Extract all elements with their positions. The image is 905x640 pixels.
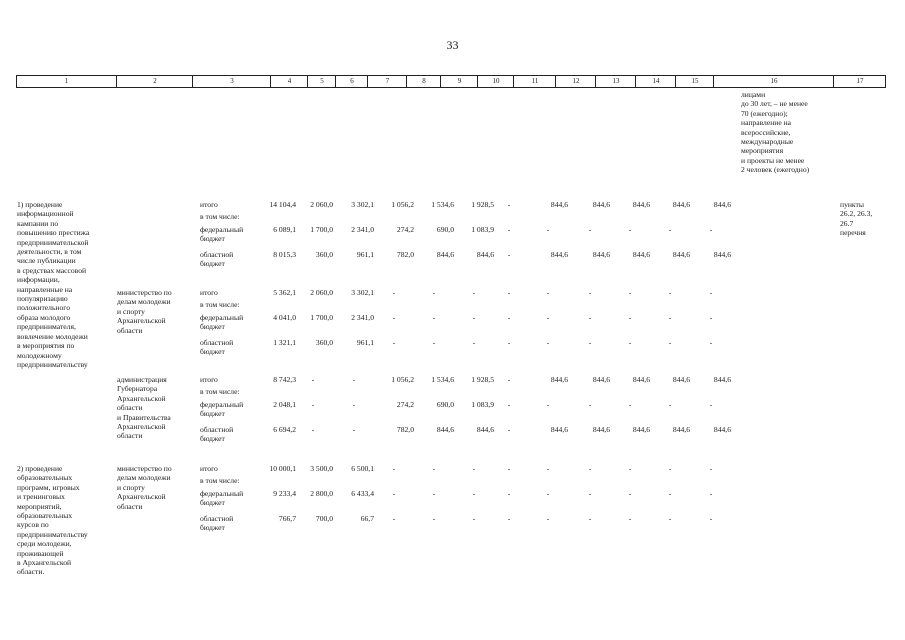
row1-g1-value-2-4: -	[432, 313, 436, 322]
header-col-8: 8	[406, 76, 441, 87]
row2-value-2-1: 2 800,0	[310, 489, 333, 498]
row1-g2-value-0-0: 8 742,3	[273, 375, 296, 384]
row1-executor-1: министерство по делам молодежи и спорту Архангельской области	[117, 288, 172, 335]
row1-g0-value-0-10: 844,6	[672, 200, 690, 209]
row2-value-0-5: -	[472, 464, 476, 473]
header-col-11: 11	[513, 76, 556, 87]
header-col-9: 9	[440, 76, 478, 87]
row1-g1-value-2-11: -	[709, 313, 713, 322]
row2-value-0-9: -	[628, 464, 632, 473]
row1-g1-value-0-8: -	[588, 288, 592, 297]
row1-g1-value-2-1: 1 700,0	[310, 313, 333, 322]
row1-g1-value-3-11: -	[709, 338, 713, 347]
row2-value-0-1: 3 500,0	[310, 464, 333, 473]
row1-g0-value-2-3: 274,2	[396, 225, 414, 234]
row1-g2-value-3-9: 844,6	[632, 425, 650, 434]
row1-g0-value-0-6: -	[507, 200, 511, 209]
row2-value-2-11: -	[709, 489, 713, 498]
row1-g0-label-0: итого	[200, 200, 218, 209]
row1-g2-value-0-7: 844,6	[550, 375, 568, 384]
row1-g1-value-2-7: -	[546, 313, 550, 322]
row1-g1-value-3-7: -	[546, 338, 550, 347]
row1-g1-value-2-3: -	[392, 313, 396, 322]
row1-g2-value-0-5: 1 928,5	[471, 375, 494, 384]
row1-g0-value-3-8: 844,6	[592, 250, 610, 259]
row1-g0-value-0-8: 844,6	[592, 200, 610, 209]
row2-value-0-6: -	[507, 464, 511, 473]
row1-g0-value-3-5: 844,6	[476, 250, 494, 259]
row1-g0-value-2-7: -	[546, 225, 550, 234]
row1-g2-value-0-4: 1 534,6	[431, 375, 454, 384]
row1-g0-value-3-7: 844,6	[550, 250, 568, 259]
row1-g1-value-0-1: 2 060,0	[310, 288, 333, 297]
row2-value-2-7: -	[546, 489, 550, 498]
row2-label-0: итого	[200, 464, 218, 473]
row1-g1-value-0-11: -	[709, 288, 713, 297]
row1-g1-value-0-6: -	[507, 288, 511, 297]
row1-g1-value-3-8: -	[588, 338, 592, 347]
row1-g2-label-2: федеральный бюджет	[200, 400, 244, 419]
row2-value-2-2: 6 433,4	[351, 489, 374, 498]
row1-g2-value-0-6: -	[507, 375, 511, 384]
row1-g0-value-3-0: 8 015,3	[273, 250, 296, 259]
row1-g2-value-3-4: 844,6	[436, 425, 454, 434]
row1-g0-value-2-4: 690,0	[436, 225, 454, 234]
row1-col17: пункты 26.2, 26.3, 26.7 перечня	[840, 200, 873, 238]
row2-value-2-4: -	[432, 489, 436, 498]
row1-g1-value-0-5: -	[472, 288, 476, 297]
header-col-4: 4	[270, 76, 308, 87]
row2-value-2-3: -	[392, 489, 396, 498]
row1-g0-value-2-10: -	[668, 225, 672, 234]
row1-g0-value-2-0: 6 089,1	[273, 225, 296, 234]
row2-value-2-10: -	[668, 489, 672, 498]
row2-label-2: федеральный бюджет	[200, 489, 244, 508]
row1-g2-value-2-10: -	[668, 400, 672, 409]
row1-g0-value-0-1: 2 060,0	[310, 200, 333, 209]
row1-g0-label-1: в том числе:	[200, 212, 240, 221]
row1-g1-value-0-3: -	[392, 288, 396, 297]
header-col-14: 14	[635, 76, 676, 87]
row1-g2-value-3-5: 844,6	[476, 425, 494, 434]
header-col-6: 6	[335, 76, 368, 87]
row1-g2-value-3-2: -	[352, 425, 356, 434]
row2-value-3-3: -	[392, 514, 396, 523]
row1-g0-value-2-9: -	[628, 225, 632, 234]
row1-g1-value-2-9: -	[628, 313, 632, 322]
row1-g2-value-2-7: -	[546, 400, 550, 409]
row2-value-2-8: -	[588, 489, 592, 498]
row2-description: 2) проведение образовательных программ, игровых и тренинговых мероприятий, образовательных курсов по предпринимательству среди молодежи, проживающей в Архангельской области.	[17, 464, 88, 577]
row1-g2-value-3-1: -	[311, 425, 315, 434]
row1-g2-value-2-9: -	[628, 400, 632, 409]
header-col-13: 13	[595, 76, 636, 87]
row1-g1-label-2: федеральный бюджет	[200, 313, 244, 332]
row2-value-3-4: -	[432, 514, 436, 523]
row1-g1-value-3-0: 1 321,1	[273, 338, 296, 347]
row1-g0-value-0-9: 844,6	[632, 200, 650, 209]
header-col-5: 5	[307, 76, 336, 87]
row2-value-3-9: -	[628, 514, 632, 523]
row1-g1-value-2-10: -	[668, 313, 672, 322]
row1-g1-value-0-10: -	[668, 288, 672, 297]
row1-g0-value-3-11: 844,6	[713, 250, 731, 259]
row1-g1-value-3-4: -	[432, 338, 436, 347]
row2-value-0-2: 6 500,1	[351, 464, 374, 473]
row1-g1-label-0: итого	[200, 288, 218, 297]
row1-g0-value-3-4: 844,6	[436, 250, 454, 259]
header-col-17: 17	[833, 76, 886, 87]
table-header	[16, 75, 886, 88]
row1-g1-label-1: в том числе:	[200, 300, 240, 309]
row1-g1-value-3-2: 961,1	[356, 338, 374, 347]
header-col-2: 2	[116, 76, 193, 87]
row1-g0-label-2: федеральный бюджет	[200, 225, 244, 244]
row1-g2-value-2-2: -	[352, 400, 356, 409]
row1-g0-value-3-3: 782,0	[396, 250, 414, 259]
row1-g0-value-0-11: 844,6	[713, 200, 731, 209]
row1-g2-value-3-11: 844,6	[713, 425, 731, 434]
row1-g2-value-0-1: -	[311, 375, 315, 384]
row1-g2-value-2-5: 1 083,9	[471, 400, 494, 409]
row2-executor: министерство по делам молодежи и спорту Архангельской области	[117, 464, 172, 511]
row1-g0-value-3-6: -	[507, 250, 511, 259]
row2-value-0-10: -	[668, 464, 672, 473]
row1-g0-value-3-1: 360,0	[315, 250, 333, 259]
row2-value-0-3: -	[392, 464, 396, 473]
row2-value-2-5: -	[472, 489, 476, 498]
row2-value-3-10: -	[668, 514, 672, 523]
row1-g1-value-2-0: 4 041,0	[273, 313, 296, 322]
row1-g0-value-2-2: 2 341,0	[351, 225, 374, 234]
page-number: 33	[446, 38, 459, 52]
row1-g1-value-0-0: 5 362,1	[273, 288, 296, 297]
row1-g2-value-0-11: 844,6	[713, 375, 731, 384]
header-col-15: 15	[675, 76, 714, 87]
row1-g1-value-0-7: -	[546, 288, 550, 297]
row2-value-3-8: -	[588, 514, 592, 523]
col16-continuation: лицами до 30 лет, – не менее 70 (ежегодно); направление на всероссийские, международные мероприятия и проекты не менее 2 человек (ежегодно)	[741, 90, 810, 175]
row1-g2-value-0-2: -	[352, 375, 356, 384]
row2-value-3-6: -	[507, 514, 511, 523]
row1-g0-value-2-1: 1 700,0	[310, 225, 333, 234]
row1-g2-value-0-8: 844,6	[592, 375, 610, 384]
row1-g2-value-2-6: -	[507, 400, 511, 409]
row2-value-2-0: 9 233,4	[273, 489, 296, 498]
row1-g2-value-3-6: -	[507, 425, 511, 434]
row2-value-3-11: -	[709, 514, 713, 523]
row1-g2-value-2-11: -	[709, 400, 713, 409]
row1-g1-value-3-10: -	[668, 338, 672, 347]
row1-g0-value-2-6: -	[507, 225, 511, 234]
row2-value-0-4: -	[432, 464, 436, 473]
row1-g1-label-3: областной бюджет	[200, 338, 234, 357]
row1-g2-value-2-8: -	[588, 400, 592, 409]
row2-value-0-8: -	[588, 464, 592, 473]
row2-label-3: областной бюджет	[200, 514, 234, 533]
row1-g0-value-0-2: 3 302,1	[351, 200, 374, 209]
row1-g0-value-2-5: 1 083,9	[471, 225, 494, 234]
row1-g2-value-3-0: 6 694,2	[273, 425, 296, 434]
row1-g0-value-0-3: 1 056,2	[391, 200, 414, 209]
row1-g0-value-3-2: 961,1	[356, 250, 374, 259]
row1-g1-value-2-8: -	[588, 313, 592, 322]
row1-g1-value-3-9: -	[628, 338, 632, 347]
row2-value-0-0: 10 000,1	[269, 464, 296, 473]
row2-value-0-11: -	[709, 464, 713, 473]
row2-value-2-6: -	[507, 489, 511, 498]
row1-g1-value-2-6: -	[507, 313, 511, 322]
row1-description: 1) проведение информационной кампании по повышению престижа предпринимательской деятельности, в том числе публикации в средствах массовой информации, направленные на популяризацию положительного образа молодого предпринимателя, вовлечение молодежи в мероприятия по молодежному предпринимательству	[17, 200, 90, 369]
row2-value-3-7: -	[546, 514, 550, 523]
row1-g1-value-2-2: 2 341,0	[351, 313, 374, 322]
row2-label-1: в том числе:	[200, 476, 240, 485]
row1-g0-value-2-8: -	[588, 225, 592, 234]
row1-g1-value-0-4: -	[432, 288, 436, 297]
row1-g2-value-0-3: 1 056,2	[391, 375, 414, 384]
row1-g2-label-3: областной бюджет	[200, 425, 234, 444]
row1-g0-value-3-9: 844,6	[632, 250, 650, 259]
row1-g2-value-3-8: 844,6	[592, 425, 610, 434]
row1-g2-value-3-3: 782,0	[396, 425, 414, 434]
header-col-3: 3	[192, 76, 271, 87]
row1-executor-2: администрация Губернатора Архангельской области и Правительства Архангельской области	[117, 375, 171, 441]
row1-g1-value-3-6: -	[507, 338, 511, 347]
header-col-7: 7	[367, 76, 407, 87]
row1-g2-value-0-9: 844,6	[632, 375, 650, 384]
row1-g2-value-2-4: 690,0	[436, 400, 454, 409]
row1-g1-value-3-1: 360,0	[315, 338, 333, 347]
row1-g0-value-3-10: 844,6	[672, 250, 690, 259]
row1-g1-value-2-5: -	[472, 313, 476, 322]
row2-value-3-2: 66,7	[360, 514, 374, 523]
row1-g2-value-2-1: -	[311, 400, 315, 409]
header-col-10: 10	[477, 76, 514, 87]
row1-g2-value-3-10: 844,6	[672, 425, 690, 434]
header-col-16: 16	[713, 76, 834, 87]
row1-g2-value-0-10: 844,6	[672, 375, 690, 384]
row2-value-2-9: -	[628, 489, 632, 498]
header-col-1: 1	[64, 77, 69, 85]
row1-g0-value-2-11: -	[709, 225, 713, 234]
row1-g2-value-3-7: 844,6	[550, 425, 568, 434]
row2-value-0-7: -	[546, 464, 550, 473]
row1-g0-value-0-0: 14 104,4	[269, 200, 296, 209]
row1-g1-value-0-2: 3 302,1	[351, 288, 374, 297]
row2-value-3-5: -	[472, 514, 476, 523]
row1-g2-label-0: итого	[200, 375, 218, 384]
row1-g1-value-3-5: -	[472, 338, 476, 347]
row1-g2-value-2-3: 274,2	[396, 400, 414, 409]
row1-g1-value-3-3: -	[392, 338, 396, 347]
row1-g0-value-0-7: 844,6	[550, 200, 568, 209]
row2-value-3-0: 766,7	[278, 514, 296, 523]
row2-value-3-1: 700,0	[315, 514, 333, 523]
header-col-12: 12	[555, 76, 596, 87]
row1-g1-value-0-9: -	[628, 288, 632, 297]
row1-g0-value-0-4: 1 534,6	[431, 200, 454, 209]
row1-g0-label-3: областной бюджет	[200, 250, 234, 269]
row1-g2-label-1: в том числе:	[200, 387, 240, 396]
row1-g0-value-0-5: 1 928,5	[471, 200, 494, 209]
row1-g2-value-2-0: 2 048,1	[273, 400, 296, 409]
